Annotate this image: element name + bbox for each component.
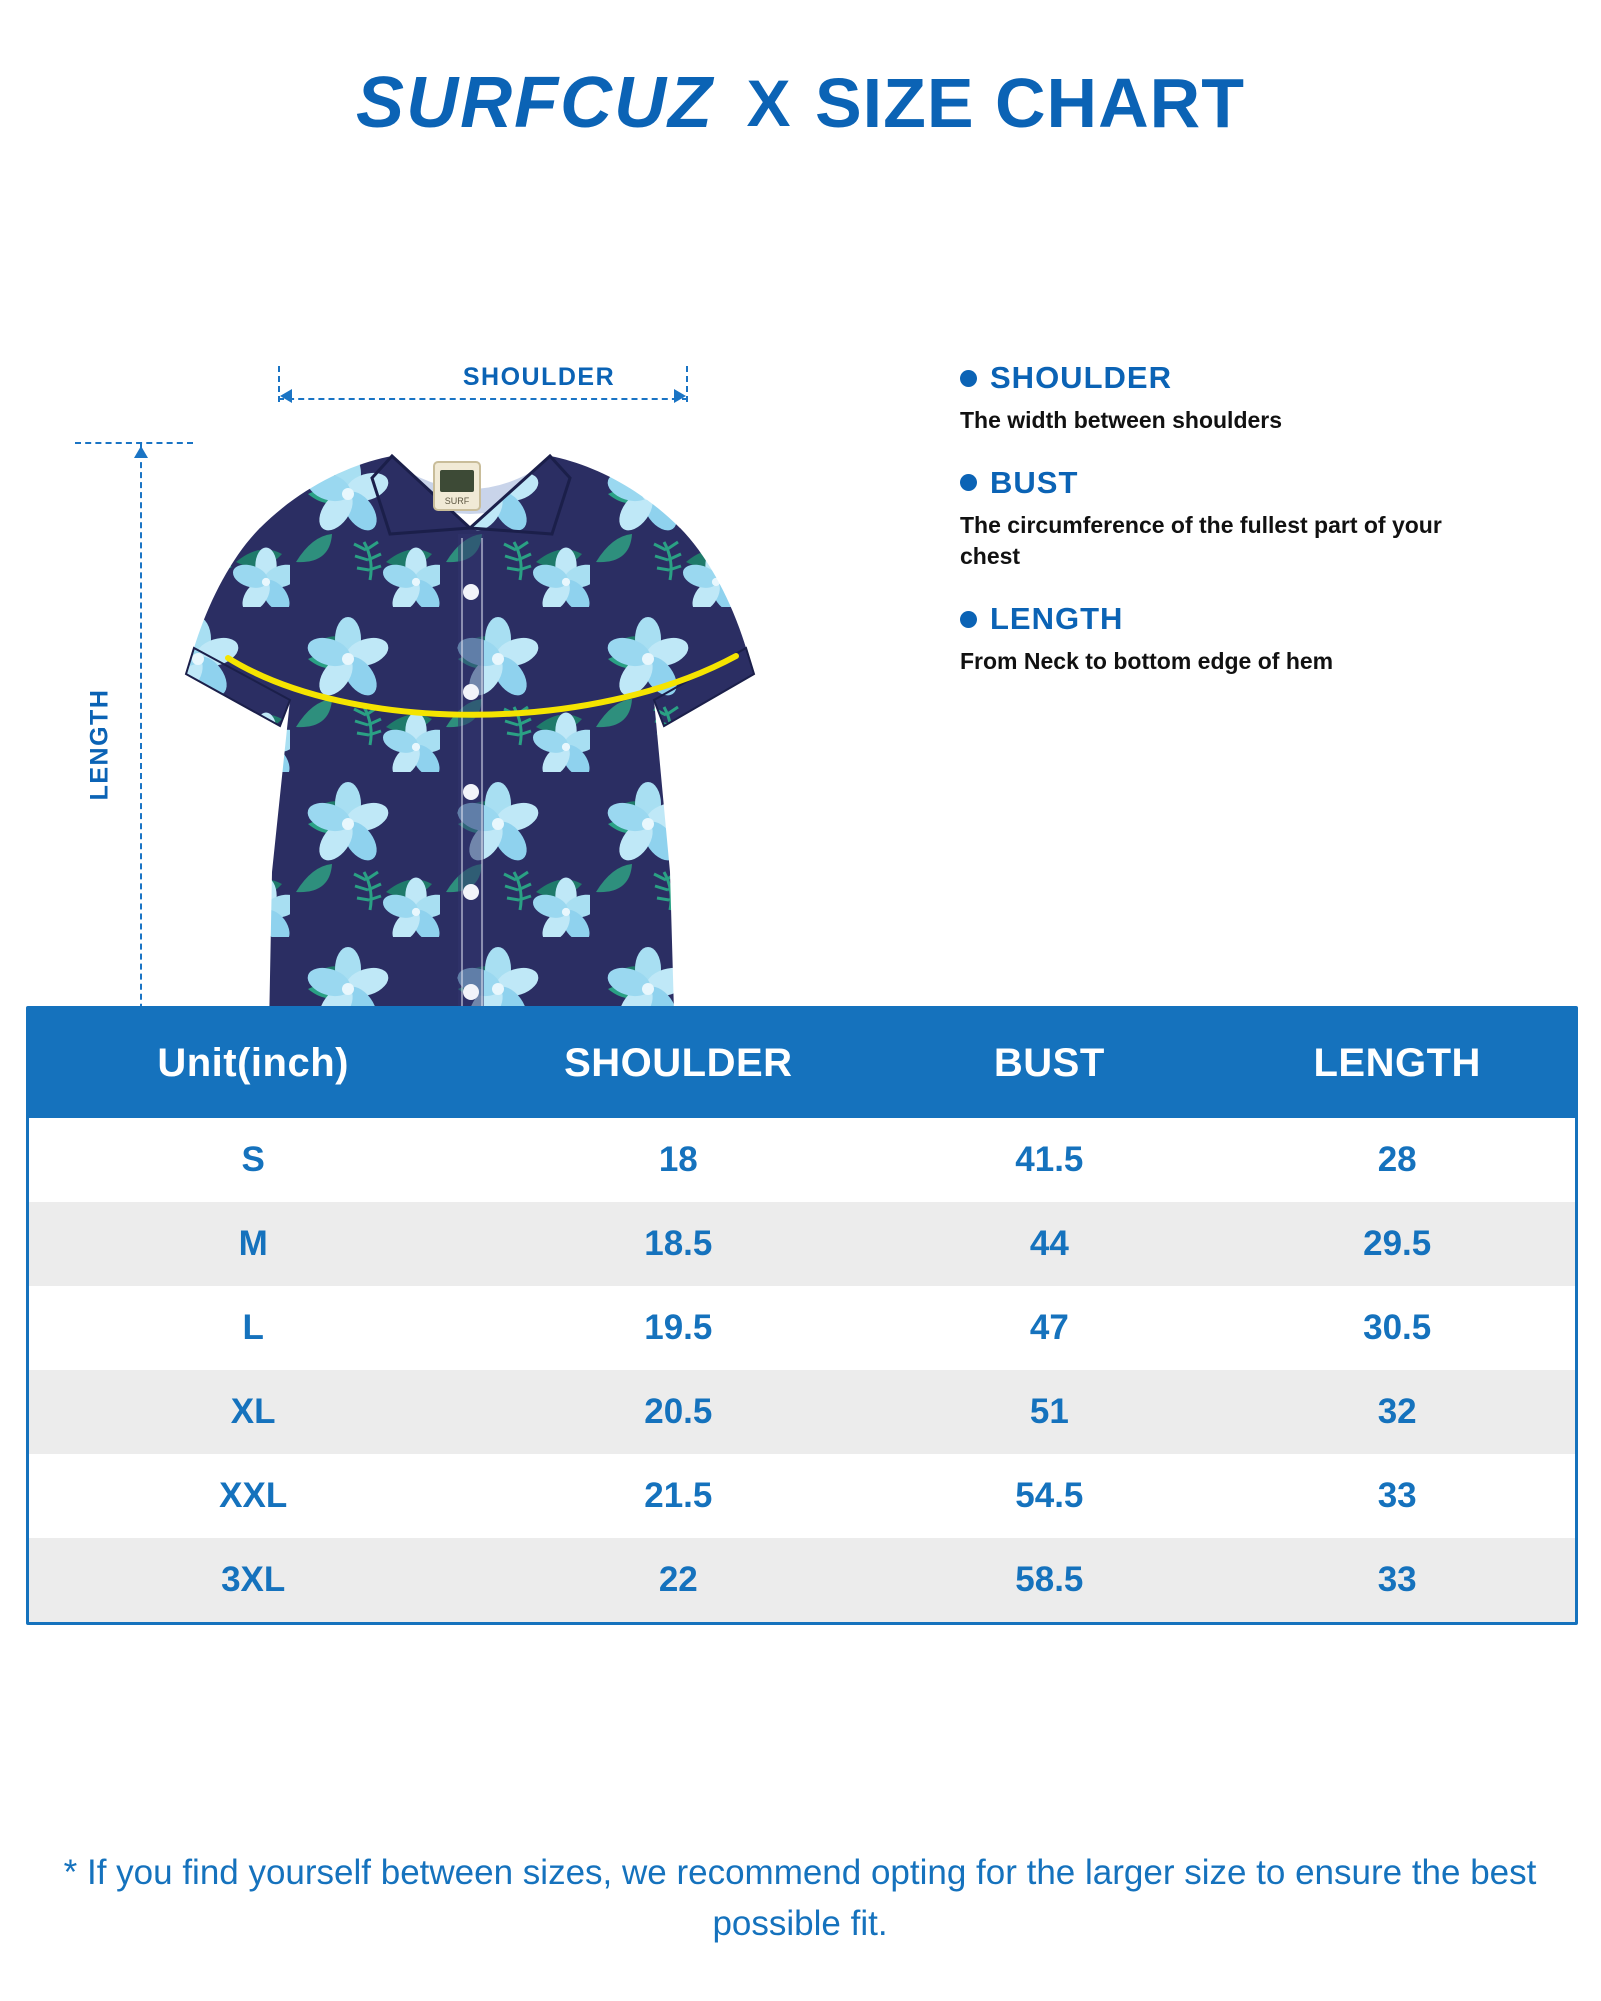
legend-shoulder-desc: The width between shoulders (960, 407, 1283, 433)
shoulder-arrow-right-icon (674, 389, 686, 403)
shirt-illustration (140, 442, 800, 1082)
brand-logo: SURFCUZ (356, 63, 715, 143)
bullet-dot-icon (960, 370, 977, 387)
legend-bust-title: BUST (990, 464, 1079, 500)
cell-bust: 58.5 (879, 1538, 1219, 1622)
cell-length: 33 (1219, 1538, 1575, 1622)
legend-shoulder-title: SHOULDER (990, 360, 1172, 395)
table-header-row (29, 1009, 1575, 1118)
cell-length: 30.5 (1219, 1286, 1575, 1370)
cell-size: M (29, 1202, 477, 1286)
page-title: SIZE CHART (814, 64, 1245, 142)
cell-size: L (29, 1286, 477, 1370)
cell-length: 32 (1219, 1370, 1575, 1454)
table-row (29, 1118, 1575, 1202)
shoulder-tick-right (686, 366, 688, 402)
legend-length-title: LENGTH (990, 601, 1124, 637)
shoulder-dimension-line (278, 398, 688, 400)
header-x-separator: X (746, 66, 791, 140)
cell-shoulder: 21.5 (477, 1454, 879, 1538)
table-row (29, 1286, 1575, 1370)
cell-shoulder: 18 (477, 1118, 879, 1202)
legend-length-desc: From Neck to bottom edge of hem (960, 648, 1334, 675)
shirt-svg (140, 442, 800, 1082)
cell-shoulder: 20.5 (477, 1370, 879, 1454)
cell-length: 28 (1219, 1118, 1575, 1202)
size-table (26, 1006, 1578, 1625)
legend-shoulder-heading (960, 360, 1520, 396)
column-header-bust: BUST (879, 1009, 1219, 1118)
column-header-unit: Unit(inch) (29, 1009, 477, 1118)
shoulder-dimension-label: SHOULDER (462, 363, 616, 391)
cell-length: 29.5 (1219, 1202, 1575, 1286)
cell-shoulder: 22 (477, 1538, 879, 1622)
table-row (29, 1454, 1575, 1538)
legend-bust-heading (960, 465, 1520, 501)
measurement-legend (960, 360, 1520, 706)
cell-bust: 51 (879, 1370, 1219, 1454)
cell-bust: 44 (879, 1202, 1219, 1286)
table-row (29, 1538, 1575, 1622)
footnote: * If you find yourself between sizes, we recommend opting for the larger size to ensure the best possible fit. (63, 1853, 1537, 1943)
column-header-shoulder: SHOULDER (477, 1009, 879, 1118)
page-header (0, 62, 1601, 144)
cell-shoulder: 19.5 (477, 1286, 879, 1370)
table-row (29, 1370, 1575, 1454)
legend-bust-desc: The circumference of the fullest part of your chest (960, 511, 1442, 570)
column-header-length: LENGTH (1219, 1009, 1575, 1118)
cell-bust: 47 (879, 1286, 1219, 1370)
cell-size: S (29, 1118, 477, 1202)
legend-item-shoulder (960, 360, 1520, 437)
cell-size: XXL (29, 1454, 477, 1538)
bullet-dot-icon (960, 474, 977, 491)
svg-text:SURF: SURF (444, 496, 470, 506)
shoulder-arrow-left-icon (280, 389, 292, 403)
cell-length: 33 (1219, 1454, 1575, 1538)
length-dimension-label: LENGTH (85, 688, 114, 801)
cell-shoulder: 18.5 (477, 1202, 879, 1286)
cell-size: 3XL (29, 1538, 477, 1622)
table-row (29, 1202, 1575, 1286)
legend-item-length (960, 601, 1520, 678)
cell-bust: 54.5 (879, 1454, 1219, 1538)
legend-length-heading (960, 601, 1520, 637)
cell-size: XL (29, 1370, 477, 1454)
cell-bust: 41.5 (879, 1118, 1219, 1202)
legend-item-bust (960, 465, 1520, 573)
bullet-dot-icon (960, 611, 977, 628)
